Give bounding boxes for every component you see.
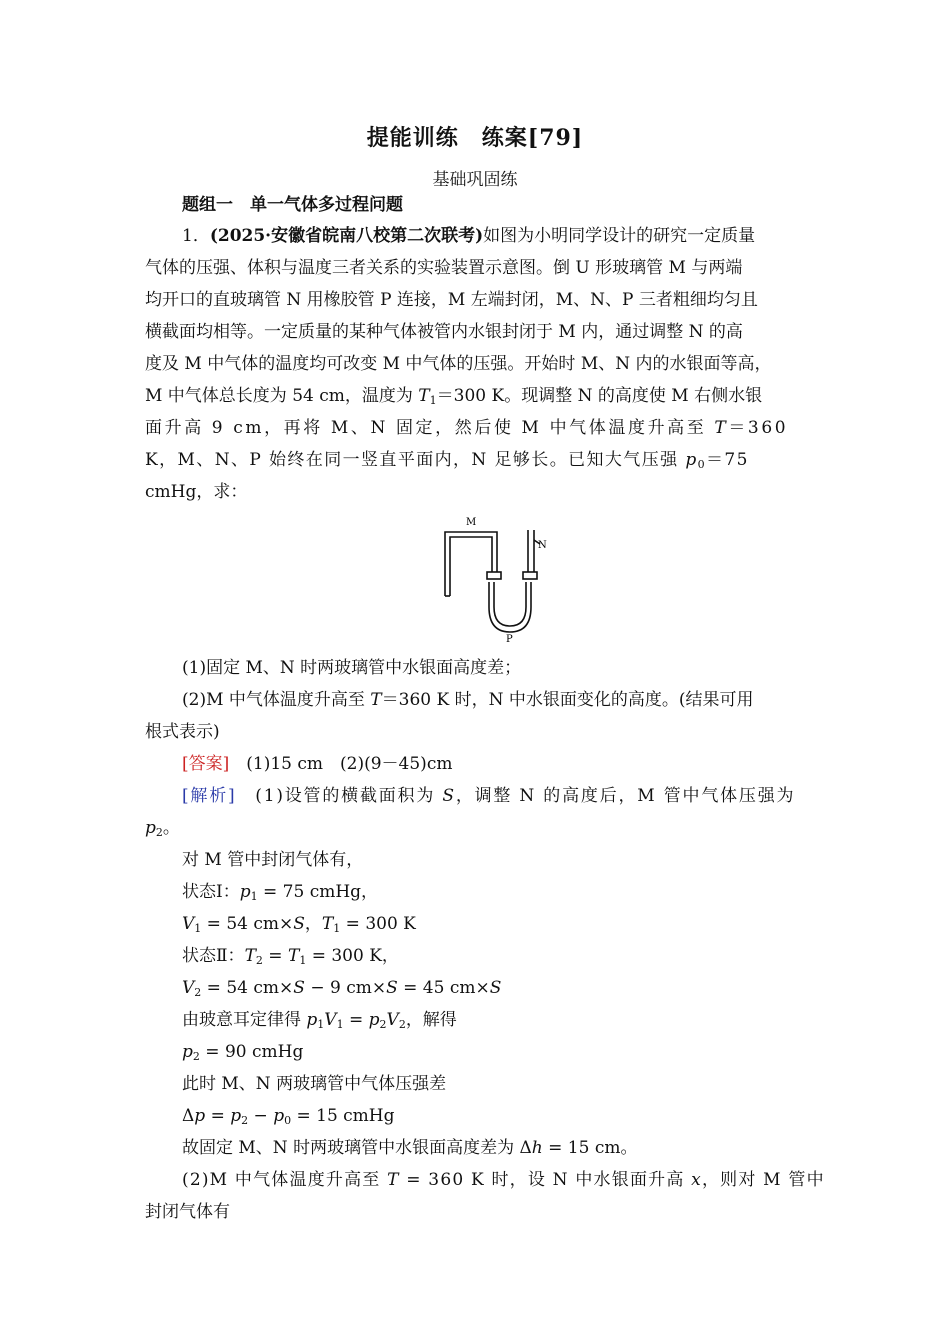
analysis-line-11: $\Delta p = p_2 - p_0 = 15$ cmHg bbox=[182, 1106, 395, 1127]
problem-line-6: M 中气体总长度为 54 cm，温度为 $T_1=300$ K。现调整 N 的高度使 M 右侧水银 bbox=[145, 386, 763, 407]
analysis-line-5: $V_1 = 54$ cm×S，$T_1 = 300$ K bbox=[182, 914, 416, 935]
figure-label-n: N bbox=[538, 540, 547, 551]
figure-label-m: M bbox=[466, 517, 477, 528]
analysis-line-8: 由玻意耳定律得 $p_1V_1 = p_2V_2$，解得 bbox=[182, 1010, 457, 1031]
question-2: (2)M 中气体温度升高至 T＝360 K 时，N 中水银面变化的高度。(结果可用 bbox=[182, 690, 754, 710]
problem-source: (2025·安徽省皖南八校第二次联考) bbox=[209, 226, 484, 246]
analysis-line-12: 故固定 M、N 时两玻璃管中水银面高度差为 Δh = 15 cm。 bbox=[182, 1138, 638, 1158]
answer-line: [答案] (1)15 cm (2)(9－45)cm bbox=[182, 754, 453, 774]
analysis-line-3: 对 M 管中封闭气体有， bbox=[182, 850, 364, 870]
analysis-line-6: 状态Ⅱ：$T_2 = T_1 = 300$ K， bbox=[182, 946, 399, 967]
figure-label-p: P bbox=[506, 634, 513, 644]
analysis-line-7: $V_2 = 54$ cm×S − 9 cm×S = 45 cm×S bbox=[182, 978, 502, 999]
page-title: 提能训练 练案[79] bbox=[366, 125, 584, 151]
problem-line-8: K，M、N、P 始终在同一竖直平面内，N 足够长。已知大气压强 $p_0=75$ bbox=[145, 450, 749, 471]
apparatus-figure bbox=[440, 512, 552, 644]
analysis-line-1: [解析] (1)设管的横截面积为 S，调整 N 的高度后，M 管中气体压强为 bbox=[182, 786, 796, 806]
analysis-line-4: 状态Ⅰ：$p_1 = 75$ cmHg， bbox=[182, 882, 379, 903]
analysis-line-13: (2)M 中气体温度升高至 T = 360 K 时，设 N 中水银面升高 x，则对 M 管中 bbox=[182, 1170, 825, 1190]
analysis-line-9: $p_2 = 90$ cmHg bbox=[182, 1042, 304, 1063]
page-subtitle: 基础巩固练 bbox=[432, 170, 518, 190]
problem-line-5: 度及 M 中气体的温度均可改变 M 中气体的压强。开始时 M、N 内的水银面等高， bbox=[145, 354, 772, 374]
answer-tag: [答案] bbox=[182, 754, 230, 774]
analysis-line-14: 封闭气体有 bbox=[145, 1202, 230, 1222]
analysis-line-2: $p_2$。 bbox=[145, 818, 180, 839]
problem-line-3: 均开口的直玻璃管 N 用橡胶管 P 连接，M 左端封闭，M、N、P 三者粗细均匀且 bbox=[145, 290, 758, 310]
problem-line-9: cmHg，求： bbox=[145, 482, 248, 502]
problem-line-4: 横截面均相等。一定质量的某种气体被管内水银封闭于 M 内，通过调整 N 的高 bbox=[145, 322, 743, 342]
analysis-line-10: 此时 M、N 两玻璃管中气体压强差 bbox=[182, 1074, 447, 1094]
problem-line-2: 气体的压强、体积与温度三者关系的实验装置示意图。倒 U 形玻璃管 M 与两端 bbox=[145, 258, 743, 278]
problem-line-1: 1．(2025·安徽省皖南八校第二次联考)如图为小明同学设计的研究一定质量 bbox=[182, 226, 756, 246]
problem-line-7: 面升高 9 cm，再将 M、N 固定，然后使 M 中气体温度升高至 T＝360 bbox=[145, 418, 789, 438]
question-2-cont: 根式表示) bbox=[145, 722, 220, 742]
group-title: 题组一 单一气体多过程问题 bbox=[182, 195, 403, 215]
analysis-tag: [解析] bbox=[182, 786, 237, 806]
question-1: (1)固定 M、N 时两玻璃管中水银面高度差； bbox=[182, 658, 522, 678]
